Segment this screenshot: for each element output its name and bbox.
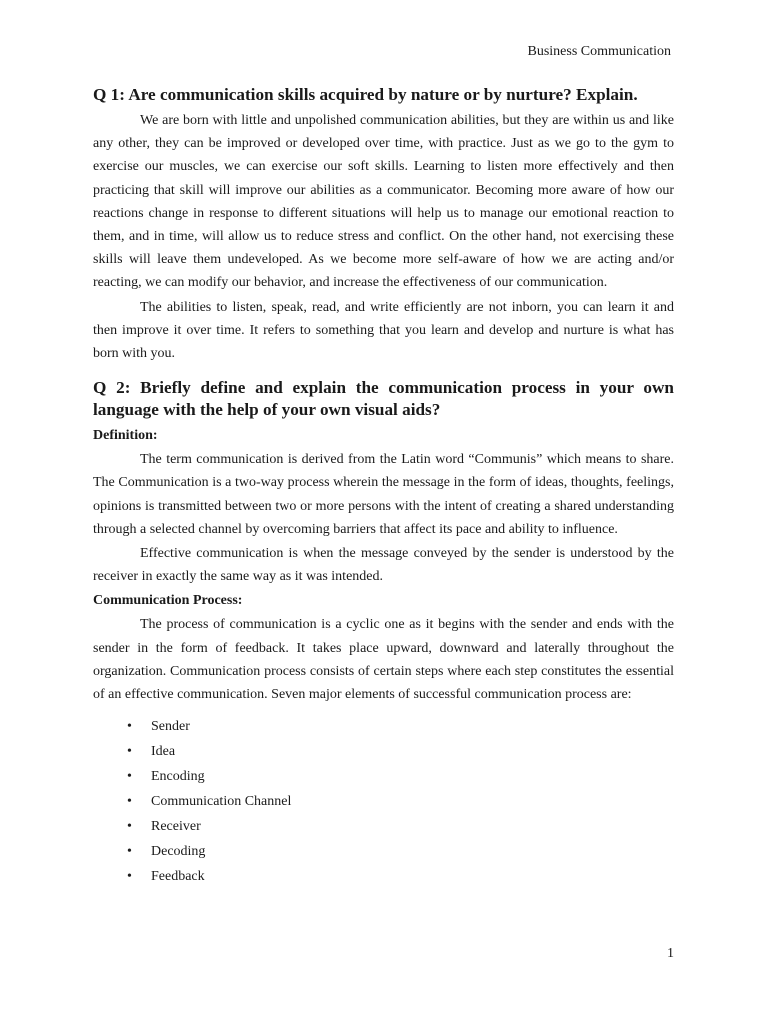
list-item: [93, 839, 674, 864]
list-item-label: Communication Channel: [151, 794, 292, 810]
elements-list: [93, 714, 674, 889]
list-item: [93, 864, 674, 889]
process-paragraph: The process of communication is a cyclic one as it begins with the sender and ends with the sender in the form of feedback. It takes place upward, downward and laterally throughout the organization. Communication process consists of certain steps where each step constitutes the essential of an effective communication. Seven major elements of successful communication process are:: [93, 617, 674, 703]
bullet-icon: •: [127, 794, 132, 810]
bullet-icon: •: [127, 719, 132, 735]
definition-paragraph-1: The term communication is derived from the Latin word “Communis” which means to share. The Communication is a two-way process wherein the message in the form of ideas, thoughts, feelings, opinions is transmitted between two or more persons with the intent of creating a shared understanding through a selected channel by overcoming barriers that affect its pace and ability to influence.: [93, 452, 674, 537]
list-item: [93, 714, 674, 739]
q1-paragraph-2: The abilities to listen, speak, read, and write efficiently are not inborn, you can learn it and then improve it over time. It refers to something that you learn and develop and nurture is what has born with you.: [93, 299, 674, 362]
bullet-icon: •: [127, 819, 132, 835]
list-item-label: Decoding: [151, 844, 206, 860]
list-item-label: Receiver: [151, 819, 201, 835]
list-item-label: Idea: [151, 744, 176, 760]
document-body: [93, 84, 674, 889]
definition-heading: Definition:: [93, 428, 158, 444]
bullet-icon: •: [127, 769, 132, 785]
q1-paragraph-1: We are born with little and unpolished communication abilities, but they are within us and like any other, they can be improved or developed over time, with practice. Just as we go to the gym to exercise our muscles, we can exercise our soft skills. Learning to listen more effectively and then practicing that skill will improve our abilities as a communicator. Becoming more aware of how our reactions change in response to different situations will help us to manage our emotional reaction to them, and in time, will allow us to reduce stress and conflict. On the other hand, not exercising these skills will leave them undeveloped. As we become more self-aware of how we are acting and/or reacting, we can modify our behavior, and increase the effectiveness of our communication.: [93, 113, 674, 291]
list-item: [93, 789, 674, 814]
list-item-label: Encoding: [151, 769, 205, 785]
running-header: Business Communication: [527, 44, 671, 59]
question-1-heading: Q 1: Are communication skills acquired by nature or by nurture? Explain.: [93, 85, 638, 104]
list-item-label: Feedback: [151, 869, 205, 885]
process-heading: Communication Process:: [93, 593, 243, 609]
page-number: 1: [667, 946, 674, 961]
bullet-icon: •: [127, 869, 132, 885]
question-2-heading: Q 2: Briefly define and explain the communication process in your own language with the help of your own visual aids?: [93, 378, 674, 420]
list-item: [93, 739, 674, 764]
list-item: [93, 764, 674, 789]
definition-paragraph-2: Effective communication is when the message conveyed by the sender is understood by the receiver in exactly the same way as it was intended.: [93, 546, 674, 585]
bullet-icon: •: [127, 844, 132, 860]
list-item: [93, 814, 674, 839]
list-item-label: Sender: [151, 719, 190, 735]
bullet-icon: •: [127, 744, 132, 760]
